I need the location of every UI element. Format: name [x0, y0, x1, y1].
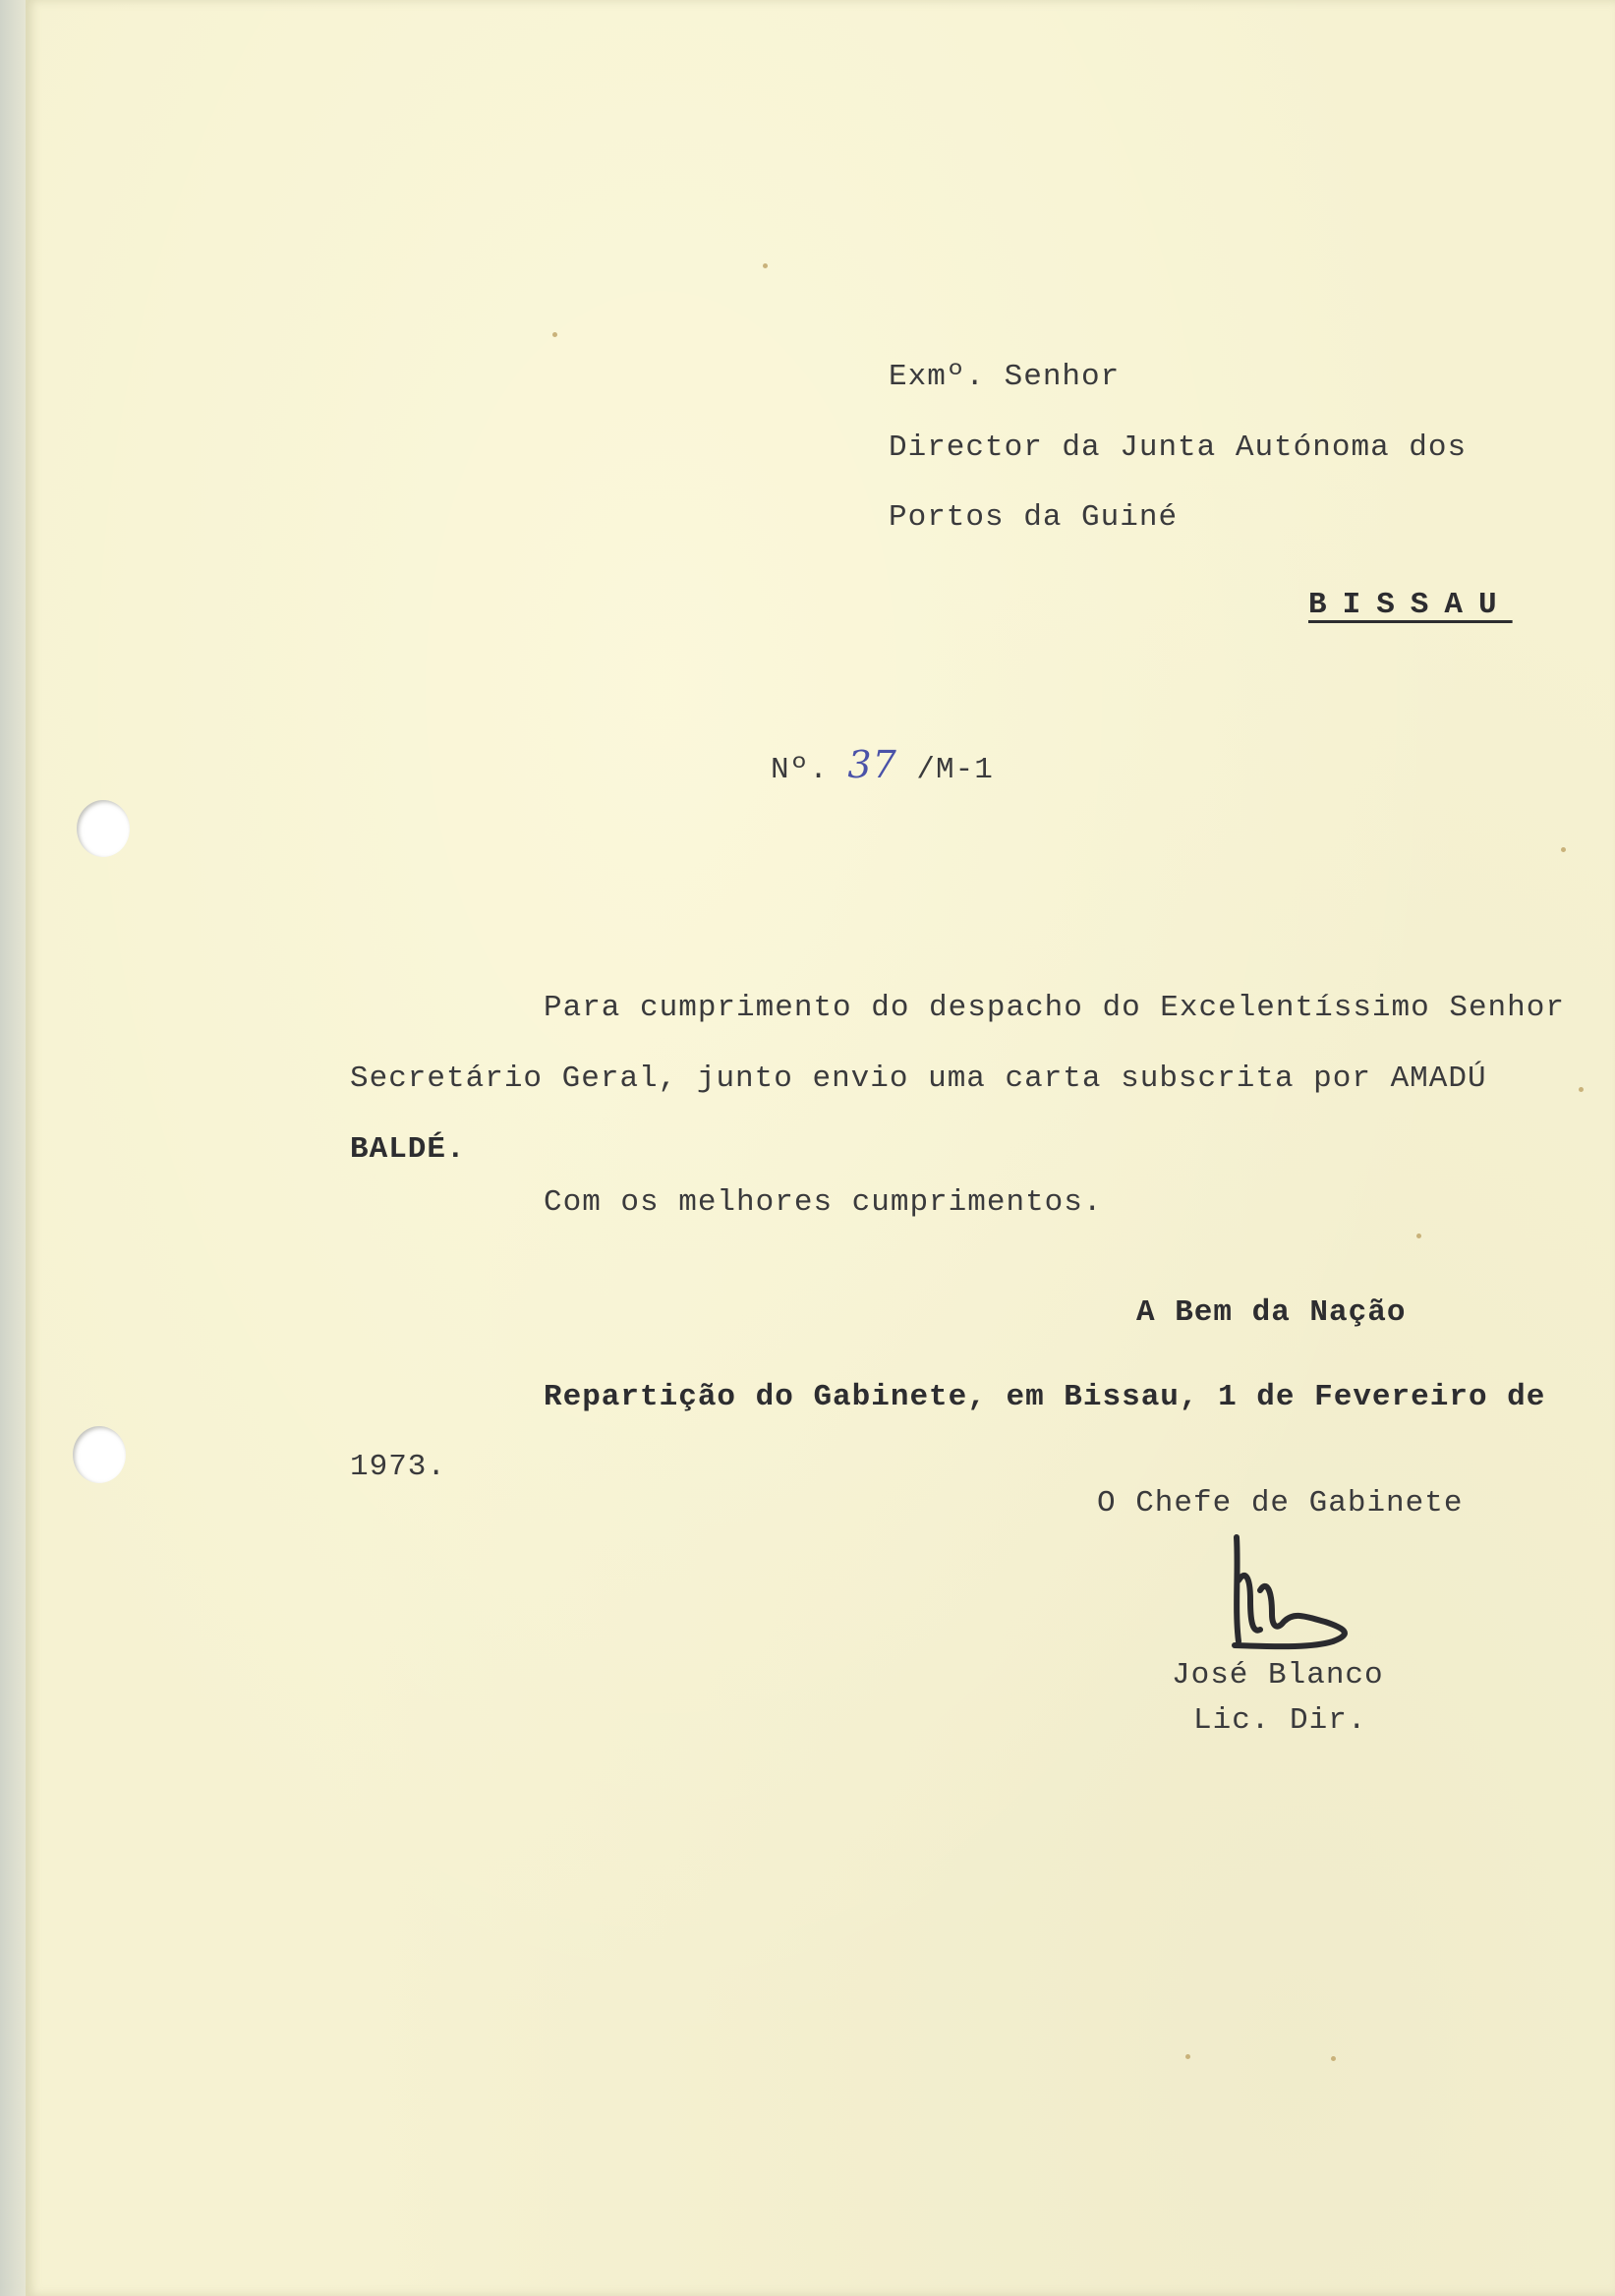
addressee-line-1: Director da Junta Autónoma dos — [889, 430, 1468, 465]
body-closing: Com os melhores cumprimentos. — [544, 1185, 1103, 1220]
reference-prefix: Nº. — [771, 753, 829, 787]
signatory-name: José Blanco — [1172, 1658, 1384, 1693]
handwritten-signature — [1215, 1531, 1382, 1659]
letter-page — [26, 0, 1615, 2296]
paper-speck — [1185, 2054, 1190, 2059]
body-line-3: BALDÉ. — [350, 1132, 466, 1167]
signatory-degree: Lic. Dir. — [1193, 1703, 1367, 1738]
addressee-line-2: Portos da Guiné — [889, 500, 1179, 535]
addressee-city: BISSAU — [1308, 588, 1513, 622]
place-date-line-2: 1973. — [350, 1450, 447, 1484]
paper-speck — [1416, 1234, 1421, 1238]
scan-edge — [0, 0, 26, 2296]
paper-speck — [763, 263, 768, 268]
body-line-2: Secretário Geral, junto envio uma carta subscrita por AMADÚ — [350, 1062, 1487, 1096]
body-line-1: Para cumprimento do despacho do Excelentíssimo Senhor — [544, 991, 1565, 1025]
signature-title: O Chefe de Gabinete — [1097, 1486, 1464, 1521]
paper-speck — [1579, 1087, 1584, 1092]
punch-hole-top — [77, 800, 130, 857]
reference-handwritten-number: 37 — [847, 743, 897, 786]
punch-hole-bottom — [73, 1426, 126, 1483]
reference-number — [771, 743, 994, 787]
paper-speck — [1331, 2056, 1336, 2061]
paper-speck — [1561, 847, 1566, 852]
place-date-line-1: Repartição do Gabinete, em Bissau, 1 de Fevereiro de — [544, 1380, 1546, 1414]
addressee-salutation: Exmº. Senhor — [889, 360, 1121, 394]
reference-suffix: /M-1 — [916, 753, 994, 787]
paper-speck — [552, 332, 557, 337]
motto: A Bem da Nação — [1136, 1295, 1407, 1330]
